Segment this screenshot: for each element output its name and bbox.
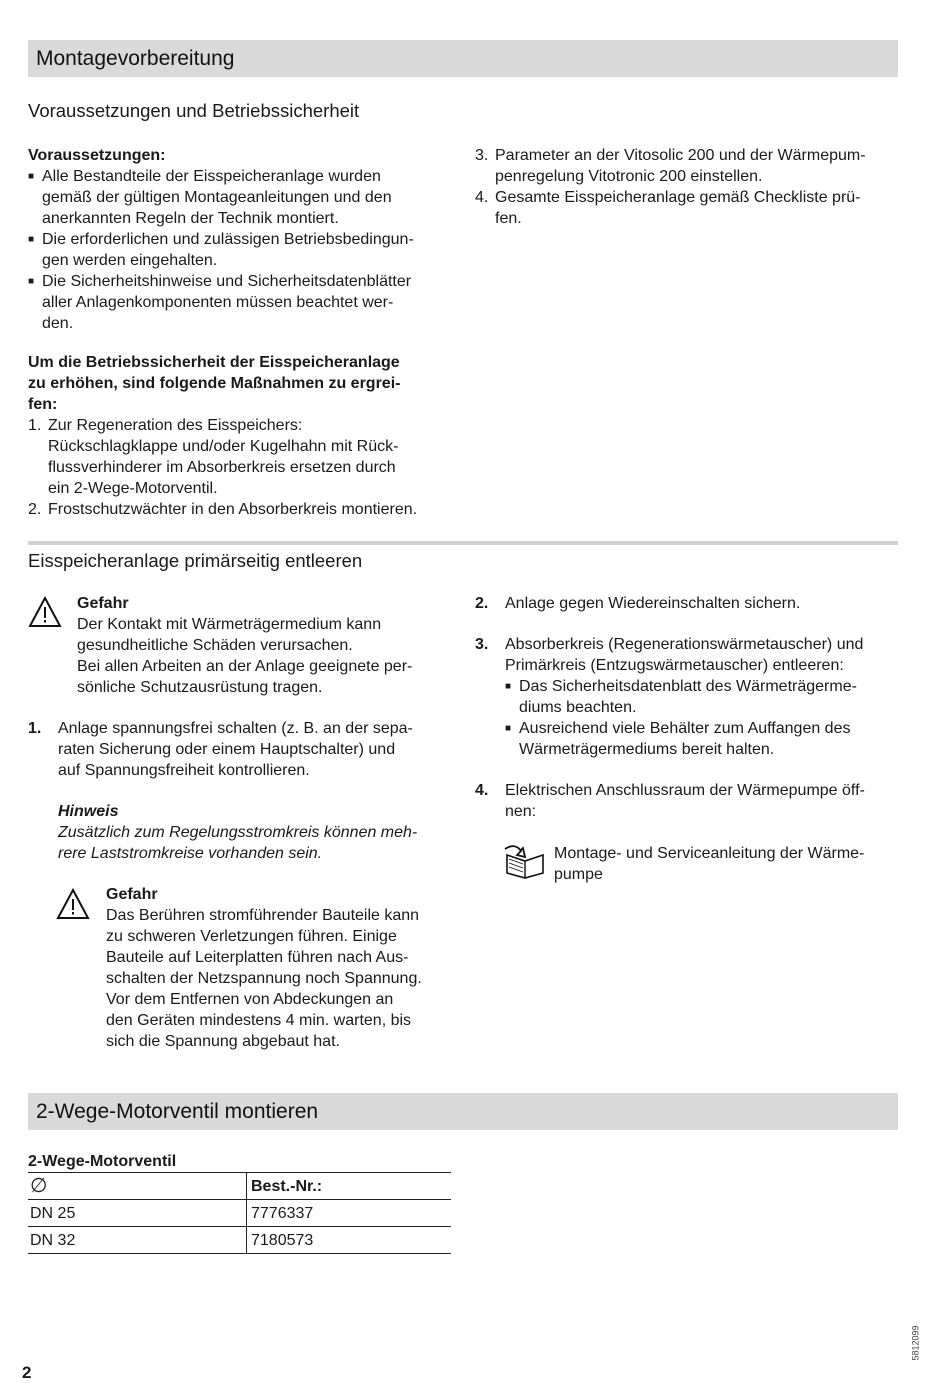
- danger-note-1: [77, 593, 457, 698]
- line: schalten der Netzspannung noch Spannung.: [106, 970, 422, 987]
- line: gesundheitliche Schäden verursachen.: [77, 637, 353, 654]
- danger-title: Gefahr: [77, 595, 129, 612]
- manual-reference: [554, 843, 899, 885]
- line: diums beachten.: [519, 699, 637, 716]
- table-row: [28, 1227, 451, 1254]
- prereq-heading: Voraussetzungen:: [28, 147, 166, 164]
- line: raten Sicherung oder einem Hauptschalter) und: [58, 741, 396, 758]
- section-title-entleeren: Eisspeicheranlage primärseitig entleeren: [28, 550, 363, 571]
- line: Anlage gegen Wiedereinschalten sichern.: [505, 595, 801, 612]
- table-row: [28, 1200, 451, 1227]
- list-item: [28, 415, 458, 499]
- line: sich die Spannung abgebaut hat.: [106, 1033, 340, 1050]
- line: Vor dem Entfernen von Abdeckungen an: [106, 991, 394, 1008]
- prerequisites-block: [28, 145, 453, 334]
- section-title-motorventil: 2-Wege-Motorventil montieren: [28, 1093, 898, 1130]
- line: Die Sicherheitshinweise und Sicherheitsdatenblätter: [42, 273, 412, 290]
- line: Zusätzlich zum Regelungsstromkreis können meh-: [58, 824, 418, 841]
- step-3: [475, 634, 900, 760]
- bullet-icon: ■: [505, 681, 512, 692]
- line: Die erforderlichen und zulässigen Betriebsbedingun-: [42, 231, 414, 248]
- step-number: 3.: [475, 636, 489, 653]
- line: den Geräten mindestens 4 min. warten, bis: [106, 1012, 412, 1029]
- step-number: 4.: [475, 782, 489, 799]
- list-item: [505, 676, 863, 718]
- line: Zur Regeneration des Eisspeichers:: [48, 417, 303, 434]
- measures-block: [28, 352, 458, 520]
- step-number: 2.: [28, 501, 42, 518]
- bullet-icon: ■: [28, 276, 35, 287]
- line: Gesamte Eisspeicheranlage gemäß Checkliste prü-: [495, 189, 861, 206]
- line: sönliche Schutzausrüstung tragen.: [77, 679, 323, 696]
- line: fen.: [495, 210, 522, 227]
- table-title: 2-Wege-Motorventil: [28, 1153, 177, 1170]
- line: zu schweren Verletzungen führen. Einige: [106, 928, 397, 945]
- list-item: [28, 229, 453, 271]
- hint-title: Hinweis: [58, 803, 119, 820]
- table-header-row: [28, 1173, 451, 1200]
- line: gen werden eingehalten.: [42, 252, 218, 269]
- order-number-table: [28, 1172, 451, 1254]
- line: gemäß der gültigen Montageanleitungen und den: [42, 189, 392, 206]
- diameter-icon: ∅: [28, 1173, 247, 1200]
- line: flussverhinderer im Absorberkreis ersetzen durch: [48, 459, 396, 476]
- line: Ausreichend viele Behälter zum Auffangen des: [519, 720, 851, 737]
- warning-triangle-icon: [56, 888, 90, 926]
- line: pumpe: [554, 866, 603, 883]
- list-item: [505, 718, 863, 760]
- line: Bei allen Arbeiten an der Anlage geeignete per-: [77, 658, 413, 675]
- page-number: 2: [22, 1363, 32, 1382]
- list-item: [475, 145, 900, 187]
- line: Rückschlagklappe und/oder Kugelhahn mit Rück-: [48, 438, 399, 455]
- step-number: 1.: [28, 720, 42, 737]
- document-code: 5812099: [910, 1325, 921, 1361]
- list-item: [28, 166, 453, 229]
- step-number: 4.: [475, 189, 489, 206]
- line: rere Laststromkreise vorhanden sein.: [58, 845, 323, 862]
- table-cell: 7180573: [251, 1231, 314, 1249]
- line: Das Berühren stromführender Bauteile kann: [106, 907, 420, 924]
- line: anerkannten Regeln der Technik montiert.: [42, 210, 339, 227]
- manual-book-icon: [503, 843, 549, 885]
- line: Wärmeträgermediums bereit halten.: [519, 741, 775, 758]
- line: penregelung Vitotronic 200 einstellen.: [495, 168, 763, 185]
- header-cell: Best.-Nr.:: [251, 1177, 323, 1195]
- line: Frostschutzwächter in den Absorberkreis montieren.: [48, 501, 418, 518]
- list-item: [475, 187, 900, 229]
- warning-triangle-icon: [28, 596, 62, 634]
- table-cell: DN 32: [28, 1227, 247, 1254]
- danger-note-2: [106, 884, 456, 1052]
- line: Primärkreis (Entzugswärmetauscher) entleeren:: [505, 657, 844, 674]
- line: Absorberkreis (Regenerationswärmetauscher) und: [505, 636, 864, 653]
- table-cell: DN 25: [28, 1200, 247, 1227]
- line: Bauteile auf Leiterplatten führen nach Aus-: [106, 949, 409, 966]
- line: Alle Bestandteile der Eisspeicheranlage wurden: [42, 168, 381, 185]
- step-4: [475, 780, 900, 822]
- line: ein 2-Wege-Motorventil.: [48, 480, 218, 497]
- list-item: [28, 499, 458, 520]
- line: Das Sicherheitsdatenblatt des Wärmeträgerme-: [519, 678, 857, 695]
- section-title-montagevorbereitung: Montagevorbereitung: [28, 40, 898, 77]
- line: Der Kontakt mit Wärmeträgermedium kann: [77, 616, 382, 633]
- line: Anlage spannungsfrei schalten (z. B. an der sepa-: [58, 720, 413, 737]
- table-cell: 7776337: [251, 1204, 314, 1222]
- bullet-icon: ■: [28, 171, 35, 182]
- bullet-icon: ■: [505, 723, 512, 734]
- measures-heading: Um die Betriebssicherheit der Eisspeicheranlage zu erhöhen, sind folgende Maßnahmen zu ergrei- fen:: [28, 354, 401, 413]
- step-number: 3.: [475, 147, 489, 164]
- danger-title: Gefahr: [106, 886, 158, 903]
- line: Elektrischen Anschlussraum der Wärmepumpe öff-: [505, 782, 865, 799]
- line: Parameter an der Vitosolic 200 und der Wärmepum-: [495, 147, 866, 164]
- step-number: 1.: [28, 417, 42, 434]
- bullet-icon: ■: [28, 234, 35, 245]
- step-2: [475, 593, 900, 614]
- line: auf Spannungsfreiheit kontrollieren.: [58, 762, 310, 779]
- list-item: [28, 271, 453, 334]
- line: aller Anlagenkomponenten müssen beachtet wer-: [42, 294, 394, 311]
- subtitle-voraussetzungen: Voraussetzungen und Betriebssicherheit: [28, 100, 360, 121]
- line: nen:: [505, 803, 537, 820]
- step-1: [28, 718, 458, 781]
- line: den.: [42, 315, 74, 332]
- section-divider: [28, 541, 898, 545]
- line: Montage- und Serviceanleitung der Wärme-: [554, 845, 865, 862]
- hint-note: [58, 801, 458, 864]
- measures-continued: [475, 145, 900, 229]
- step-number: 2.: [475, 595, 489, 612]
